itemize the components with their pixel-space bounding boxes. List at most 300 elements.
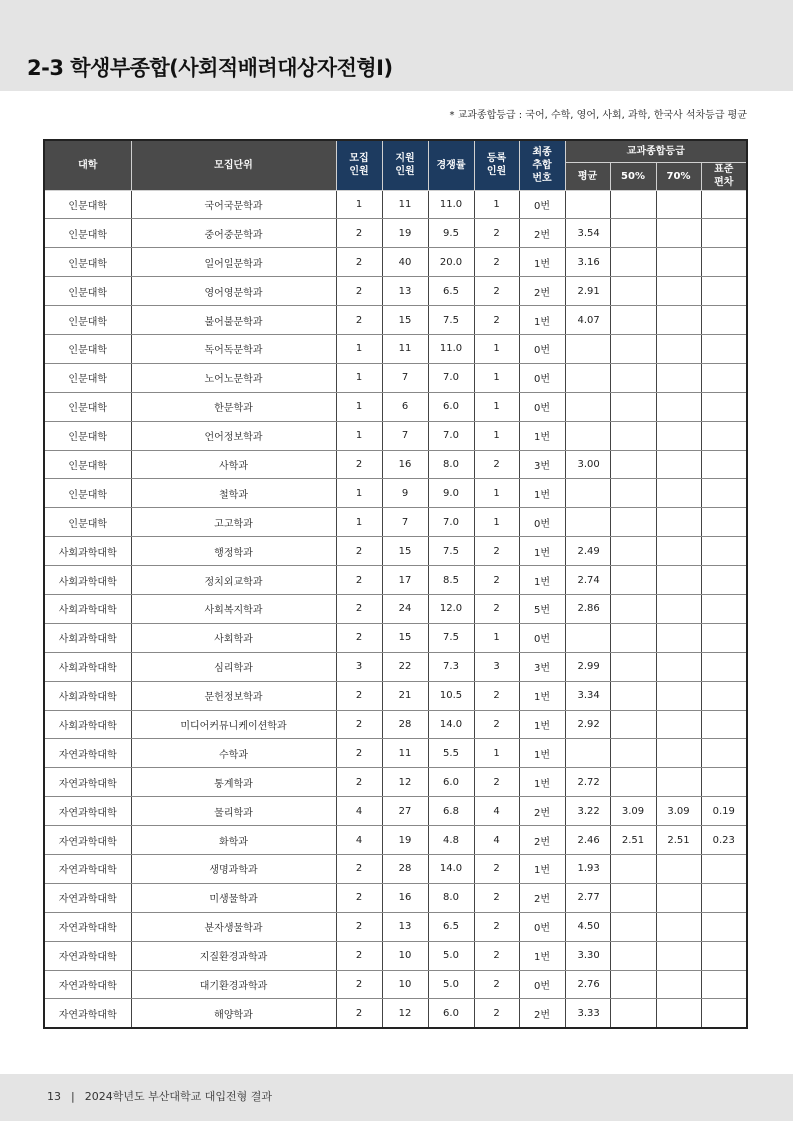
cell-enrolled: 4 — [474, 797, 519, 826]
cell-applicants: 19 — [382, 219, 428, 248]
cell-applicants: 9 — [382, 479, 428, 508]
cell-ratio: 14.0 — [428, 854, 474, 883]
cell-grade-std — [701, 508, 747, 537]
cell-enrolled: 2 — [474, 768, 519, 797]
cell-grade-p70 — [656, 710, 701, 739]
cell-applicants: 7 — [382, 363, 428, 392]
cell-enrolled: 2 — [474, 219, 519, 248]
cell-applicants: 15 — [382, 537, 428, 566]
cell-enrolled: 1 — [474, 508, 519, 537]
cell-college: 인문대학 — [44, 421, 131, 450]
cell-unit: 문헌정보학과 — [131, 681, 336, 710]
cell-quota: 2 — [336, 450, 382, 479]
cell-grade-avg — [565, 334, 610, 363]
cell-unit: 국어국문학과 — [131, 190, 336, 219]
cell-enrolled: 2 — [474, 537, 519, 566]
cell-quota: 1 — [336, 363, 382, 392]
cell-applicants: 6 — [382, 392, 428, 421]
cell-applicants: 13 — [382, 277, 428, 306]
cell-quota: 2 — [336, 537, 382, 566]
cell-applicants: 24 — [382, 594, 428, 623]
cell-enrolled: 2 — [474, 912, 519, 941]
cell-grade-p70 — [656, 941, 701, 970]
cell-grade-p50 — [610, 537, 656, 566]
cell-ratio: 8.5 — [428, 566, 474, 595]
cell-quota: 2 — [336, 999, 382, 1028]
cell-grade-std — [701, 190, 747, 219]
cell-grade-avg: 3.00 — [565, 450, 610, 479]
cell-applicants: 15 — [382, 623, 428, 652]
cell-final-waitlist: 2번 — [519, 277, 565, 306]
cell-final-waitlist: 1번 — [519, 854, 565, 883]
cell-grade-avg: 2.92 — [565, 710, 610, 739]
cell-grade-p50 — [610, 594, 656, 623]
cell-college: 자연과학대학 — [44, 912, 131, 941]
cell-applicants: 40 — [382, 248, 428, 277]
cell-grade-std — [701, 277, 747, 306]
cell-unit: 언어정보학과 — [131, 421, 336, 450]
cell-grade-p70 — [656, 334, 701, 363]
cell-final-waitlist: 2번 — [519, 826, 565, 855]
page-title: 2-3 학생부종합(사회적배려대상자전형Ⅰ) — [27, 56, 393, 80]
cell-enrolled: 1 — [474, 623, 519, 652]
cell-ratio: 5.0 — [428, 970, 474, 999]
cell-applicants: 12 — [382, 768, 428, 797]
cell-grade-p50: 3.09 — [610, 797, 656, 826]
cell-applicants: 11 — [382, 739, 428, 768]
cell-grade-std — [701, 219, 747, 248]
cell-unit: 정치외교학과 — [131, 566, 336, 595]
cell-quota: 1 — [336, 479, 382, 508]
footnote-grade-definition: * 교과종합등급 : 국어, 수학, 영어, 사회, 과학, 한국사 석차등급 평균 — [449, 110, 747, 121]
cell-enrolled: 1 — [474, 421, 519, 450]
cell-final-waitlist: 3번 — [519, 652, 565, 681]
cell-grade-p50 — [610, 768, 656, 797]
cell-quota: 1 — [336, 392, 382, 421]
col-header-applicants: 지원 인원 — [382, 140, 428, 190]
table-row — [44, 421, 747, 450]
col-header-std: 표준 편차 — [701, 162, 747, 190]
cell-quota: 2 — [336, 219, 382, 248]
cell-grade-p70: 2.51 — [656, 826, 701, 855]
table-row — [44, 739, 747, 768]
cell-grade-avg: 1.93 — [565, 854, 610, 883]
cell-ratio: 9.0 — [428, 479, 474, 508]
cell-quota: 2 — [336, 912, 382, 941]
table-row — [44, 883, 747, 912]
cell-final-waitlist: 0번 — [519, 623, 565, 652]
cell-ratio: 11.0 — [428, 334, 474, 363]
cell-applicants: 10 — [382, 941, 428, 970]
cell-quota: 2 — [336, 306, 382, 335]
cell-enrolled: 2 — [474, 854, 519, 883]
table-row — [44, 508, 747, 537]
cell-grade-p70 — [656, 392, 701, 421]
page-number: 13 — [47, 1090, 61, 1103]
cell-grade-std — [701, 421, 747, 450]
cell-grade-avg: 2.72 — [565, 768, 610, 797]
table-row — [44, 912, 747, 941]
cell-grade-p50 — [610, 999, 656, 1028]
cell-grade-p50 — [610, 421, 656, 450]
cell-enrolled: 1 — [474, 392, 519, 421]
cell-final-waitlist: 1번 — [519, 248, 565, 277]
cell-final-waitlist: 1번 — [519, 941, 565, 970]
cell-enrolled: 2 — [474, 883, 519, 912]
cell-grade-std — [701, 623, 747, 652]
cell-grade-avg: 3.22 — [565, 797, 610, 826]
cell-ratio: 7.5 — [428, 306, 474, 335]
cell-grade-avg — [565, 392, 610, 421]
cell-applicants: 15 — [382, 306, 428, 335]
cell-quota: 2 — [336, 623, 382, 652]
cell-enrolled: 1 — [474, 334, 519, 363]
cell-grade-p70 — [656, 594, 701, 623]
cell-college: 인문대학 — [44, 190, 131, 219]
col-header-quota: 모집 인원 — [336, 140, 382, 190]
cell-quota: 2 — [336, 681, 382, 710]
cell-grade-avg: 2.99 — [565, 652, 610, 681]
col-header-unit: 모집단위 — [131, 140, 336, 190]
col-header-enrolled: 등록 인원 — [474, 140, 519, 190]
table-row — [44, 652, 747, 681]
cell-grade-avg: 3.16 — [565, 248, 610, 277]
cell-grade-avg: 4.50 — [565, 912, 610, 941]
cell-unit: 사회학과 — [131, 623, 336, 652]
cell-college: 인문대학 — [44, 219, 131, 248]
cell-final-waitlist: 2번 — [519, 797, 565, 826]
cell-college: 사회과학대학 — [44, 623, 131, 652]
cell-final-waitlist: 1번 — [519, 537, 565, 566]
table-row — [44, 826, 747, 855]
cell-college: 사회과학대학 — [44, 566, 131, 595]
cell-quota: 1 — [336, 190, 382, 219]
cell-unit: 통계학과 — [131, 768, 336, 797]
cell-grade-p50 — [610, 248, 656, 277]
cell-grade-std — [701, 594, 747, 623]
col-header-grade-group: 교과종합등급 — [565, 140, 747, 162]
cell-grade-std — [701, 710, 747, 739]
cell-ratio: 6.8 — [428, 797, 474, 826]
cell-enrolled: 2 — [474, 970, 519, 999]
cell-grade-avg: 2.49 — [565, 537, 610, 566]
cell-applicants: 16 — [382, 883, 428, 912]
cell-college: 자연과학대학 — [44, 999, 131, 1028]
footer — [47, 1088, 272, 1104]
cell-grade-p50 — [610, 219, 656, 248]
cell-grade-p50 — [610, 277, 656, 306]
table-body — [44, 190, 747, 1028]
cell-unit: 미디어커뮤니케이션학과 — [131, 710, 336, 739]
cell-final-waitlist: 2번 — [519, 883, 565, 912]
cell-college: 자연과학대학 — [44, 768, 131, 797]
cell-final-waitlist: 1번 — [519, 710, 565, 739]
cell-grade-p70 — [656, 970, 701, 999]
cell-college: 인문대학 — [44, 479, 131, 508]
cell-applicants: 28 — [382, 710, 428, 739]
cell-final-waitlist: 1번 — [519, 566, 565, 595]
cell-grade-avg — [565, 363, 610, 392]
cell-grade-p50 — [610, 392, 656, 421]
cell-final-waitlist: 1번 — [519, 681, 565, 710]
table-row — [44, 334, 747, 363]
cell-grade-std — [701, 392, 747, 421]
cell-college: 사회과학대학 — [44, 537, 131, 566]
cell-college: 사회과학대학 — [44, 652, 131, 681]
col-header-final-waitlist: 최종 추합 번호 — [519, 140, 565, 190]
cell-ratio: 5.0 — [428, 941, 474, 970]
cell-quota: 2 — [336, 594, 382, 623]
cell-grade-p50 — [610, 970, 656, 999]
cell-unit: 수학과 — [131, 739, 336, 768]
cell-grade-p50 — [610, 710, 656, 739]
cell-grade-avg — [565, 190, 610, 219]
table-row — [44, 248, 747, 277]
cell-grade-p50 — [610, 566, 656, 595]
cell-final-waitlist: 1번 — [519, 479, 565, 508]
cell-quota: 2 — [336, 277, 382, 306]
table-row — [44, 190, 747, 219]
cell-unit: 미생물학과 — [131, 883, 336, 912]
cell-ratio: 6.0 — [428, 999, 474, 1028]
cell-ratio: 8.0 — [428, 450, 474, 479]
cell-ratio: 4.8 — [428, 826, 474, 855]
table-row — [44, 537, 747, 566]
cell-applicants: 19 — [382, 826, 428, 855]
cell-final-waitlist: 0번 — [519, 912, 565, 941]
cell-ratio: 6.0 — [428, 392, 474, 421]
cell-grade-p70 — [656, 219, 701, 248]
cell-college: 인문대학 — [44, 508, 131, 537]
cell-grade-p50 — [610, 450, 656, 479]
cell-grade-p50 — [610, 363, 656, 392]
cell-final-waitlist: 0번 — [519, 392, 565, 421]
cell-ratio: 14.0 — [428, 710, 474, 739]
cell-grade-p50 — [610, 681, 656, 710]
cell-college: 자연과학대학 — [44, 739, 131, 768]
cell-grade-p50: 2.51 — [610, 826, 656, 855]
cell-enrolled: 2 — [474, 941, 519, 970]
cell-grade-std — [701, 450, 747, 479]
cell-grade-p50 — [610, 190, 656, 219]
cell-unit: 분자생물학과 — [131, 912, 336, 941]
cell-grade-std — [701, 883, 747, 912]
table-row — [44, 363, 747, 392]
table-row — [44, 681, 747, 710]
cell-grade-p70 — [656, 479, 701, 508]
cell-unit: 고고학과 — [131, 508, 336, 537]
cell-ratio: 11.0 — [428, 190, 474, 219]
cell-grade-avg: 2.86 — [565, 594, 610, 623]
cell-quota: 4 — [336, 797, 382, 826]
cell-unit: 사학과 — [131, 450, 336, 479]
footer-title: 2024학년도 부산대학교 대입전형 결과 — [84, 1090, 272, 1103]
cell-ratio: 9.5 — [428, 219, 474, 248]
cell-applicants: 27 — [382, 797, 428, 826]
cell-grade-p70 — [656, 537, 701, 566]
cell-unit: 심리학과 — [131, 652, 336, 681]
cell-ratio: 10.5 — [428, 681, 474, 710]
cell-applicants: 10 — [382, 970, 428, 999]
cell-applicants: 22 — [382, 652, 428, 681]
admission-results-table — [43, 139, 748, 1029]
cell-applicants: 21 — [382, 681, 428, 710]
cell-grade-p70 — [656, 623, 701, 652]
cell-college: 자연과학대학 — [44, 826, 131, 855]
cell-unit: 물리학과 — [131, 797, 336, 826]
col-header-college: 대학 — [44, 140, 131, 190]
cell-ratio: 7.3 — [428, 652, 474, 681]
cell-final-waitlist: 2번 — [519, 999, 565, 1028]
cell-quota: 1 — [336, 334, 382, 363]
cell-grade-avg — [565, 421, 610, 450]
cell-grade-p50 — [610, 883, 656, 912]
cell-grade-std: 0.23 — [701, 826, 747, 855]
cell-grade-std — [701, 537, 747, 566]
cell-grade-std — [701, 363, 747, 392]
cell-college: 사회과학대학 — [44, 710, 131, 739]
table-row — [44, 797, 747, 826]
cell-college: 인문대학 — [44, 334, 131, 363]
cell-grade-p70 — [656, 277, 701, 306]
col-header-avg: 평균 — [565, 162, 610, 190]
cell-ratio: 6.0 — [428, 768, 474, 797]
cell-ratio: 8.0 — [428, 883, 474, 912]
cell-grade-std — [701, 768, 747, 797]
cell-grade-std — [701, 970, 747, 999]
cell-quota: 4 — [336, 826, 382, 855]
cell-applicants: 13 — [382, 912, 428, 941]
cell-enrolled: 2 — [474, 306, 519, 335]
cell-enrolled: 1 — [474, 363, 519, 392]
cell-unit: 영어영문학과 — [131, 277, 336, 306]
cell-ratio: 7.0 — [428, 421, 474, 450]
cell-unit: 불어불문학과 — [131, 306, 336, 335]
table-row — [44, 710, 747, 739]
cell-grade-std — [701, 479, 747, 508]
cell-grade-p70 — [656, 739, 701, 768]
cell-applicants: 11 — [382, 334, 428, 363]
cell-grade-std: 0.19 — [701, 797, 747, 826]
table-row — [44, 479, 747, 508]
table-row — [44, 392, 747, 421]
cell-grade-p70 — [656, 363, 701, 392]
table-row — [44, 306, 747, 335]
table-row — [44, 450, 747, 479]
cell-quota: 2 — [336, 710, 382, 739]
cell-college: 자연과학대학 — [44, 854, 131, 883]
cell-college: 인문대학 — [44, 392, 131, 421]
cell-grade-avg: 3.30 — [565, 941, 610, 970]
cell-unit: 생명과학과 — [131, 854, 336, 883]
table-row — [44, 970, 747, 999]
cell-grade-p70 — [656, 508, 701, 537]
cell-enrolled: 3 — [474, 652, 519, 681]
cell-quota: 1 — [336, 421, 382, 450]
table-row — [44, 594, 747, 623]
cell-college: 인문대학 — [44, 363, 131, 392]
cell-final-waitlist: 3번 — [519, 450, 565, 479]
table-row — [44, 941, 747, 970]
cell-grade-p50 — [610, 739, 656, 768]
cell-grade-std — [701, 248, 747, 277]
cell-unit: 해양학과 — [131, 999, 336, 1028]
cell-grade-p50 — [610, 854, 656, 883]
cell-unit: 사회복지학과 — [131, 594, 336, 623]
cell-grade-std — [701, 334, 747, 363]
cell-grade-std — [701, 681, 747, 710]
cell-final-waitlist: 1번 — [519, 768, 565, 797]
cell-quota: 2 — [336, 970, 382, 999]
cell-grade-std — [701, 854, 747, 883]
cell-grade-p70 — [656, 681, 701, 710]
col-header-p70: 70% — [656, 162, 701, 190]
cell-grade-avg: 2.46 — [565, 826, 610, 855]
cell-grade-std — [701, 999, 747, 1028]
cell-grade-p50 — [610, 508, 656, 537]
cell-final-waitlist: 1번 — [519, 421, 565, 450]
cell-grade-p70 — [656, 768, 701, 797]
cell-final-waitlist: 0번 — [519, 363, 565, 392]
cell-enrolled: 1 — [474, 739, 519, 768]
cell-unit: 화학과 — [131, 826, 336, 855]
cell-enrolled: 2 — [474, 566, 519, 595]
cell-grade-avg: 2.91 — [565, 277, 610, 306]
cell-grade-p70 — [656, 999, 701, 1028]
cell-grade-p50 — [610, 334, 656, 363]
cell-final-waitlist: 0번 — [519, 334, 565, 363]
cell-final-waitlist: 1번 — [519, 306, 565, 335]
cell-applicants: 17 — [382, 566, 428, 595]
header-row-1 — [44, 140, 747, 162]
cell-enrolled: 2 — [474, 450, 519, 479]
cell-college: 자연과학대학 — [44, 970, 131, 999]
cell-grade-p50 — [610, 306, 656, 335]
cell-grade-p50 — [610, 479, 656, 508]
cell-enrolled: 2 — [474, 999, 519, 1028]
cell-grade-p70 — [656, 854, 701, 883]
cell-final-waitlist: 0번 — [519, 970, 565, 999]
cell-ratio: 5.5 — [428, 739, 474, 768]
cell-grade-avg — [565, 739, 610, 768]
table-row — [44, 219, 747, 248]
cell-grade-p70 — [656, 306, 701, 335]
cell-quota: 2 — [336, 248, 382, 277]
table-row — [44, 623, 747, 652]
cell-ratio: 7.5 — [428, 537, 474, 566]
cell-grade-avg: 3.33 — [565, 999, 610, 1028]
cell-quota: 2 — [336, 941, 382, 970]
cell-quota: 3 — [336, 652, 382, 681]
cell-grade-std — [701, 306, 747, 335]
table-row — [44, 854, 747, 883]
cell-grade-std — [701, 566, 747, 595]
cell-applicants: 11 — [382, 190, 428, 219]
col-header-ratio: 경쟁률 — [428, 140, 474, 190]
cell-enrolled: 1 — [474, 479, 519, 508]
cell-grade-p70 — [656, 248, 701, 277]
cell-grade-std — [701, 739, 747, 768]
cell-unit: 철학과 — [131, 479, 336, 508]
cell-grade-p70 — [656, 421, 701, 450]
cell-college: 사회과학대학 — [44, 594, 131, 623]
cell-grade-p70 — [656, 912, 701, 941]
cell-grade-p70 — [656, 652, 701, 681]
cell-grade-p70: 3.09 — [656, 797, 701, 826]
cell-quota: 2 — [336, 854, 382, 883]
cell-college: 인문대학 — [44, 306, 131, 335]
cell-unit: 노어노문학과 — [131, 363, 336, 392]
